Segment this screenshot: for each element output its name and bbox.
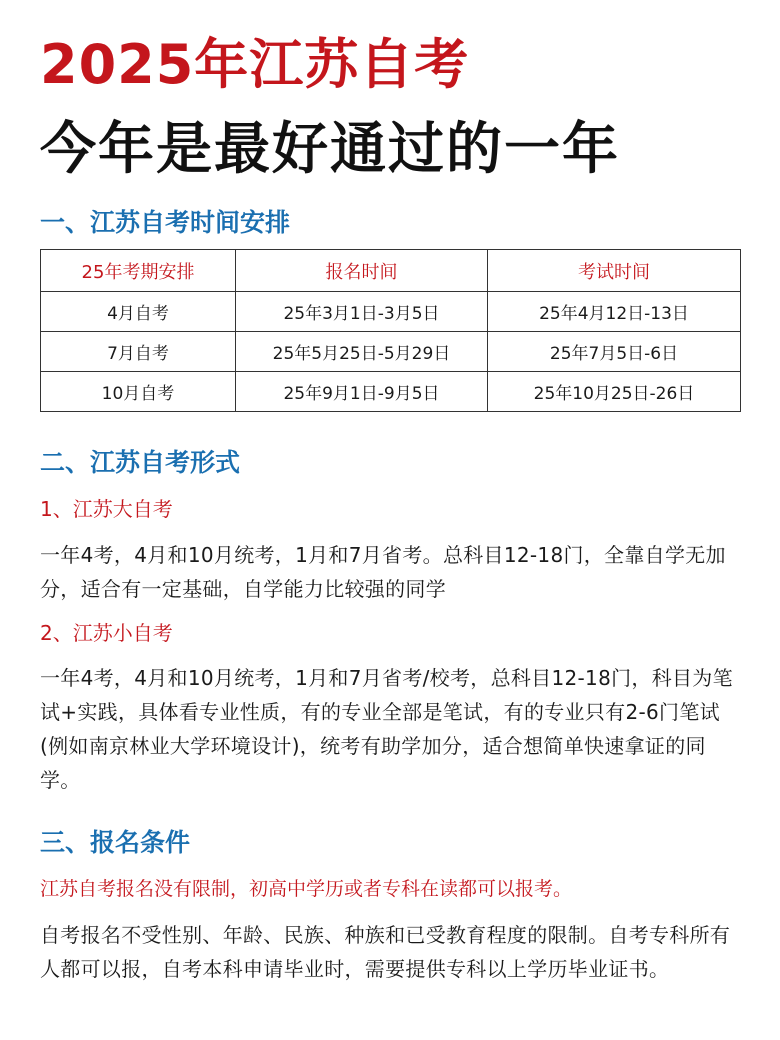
table-cell: 25年10月25日-26日 [488, 372, 741, 412]
section-title-schedule: 一、江苏自考时间安排 [40, 208, 291, 237]
subsection-title-big-exam: 1、江苏大自考 [40, 497, 173, 521]
table-cell: 4月自考 [41, 292, 236, 332]
paragraph-small-exam: 一年4考，4月和10月统考，1月和7月省考/校考，总科目12-18门，科目为笔试+实践，具体看专业性质，有的专业全部是笔试，有的专业只有2-6门笔试(例如南京林业大学环境设计)，统考有助学加分，适合想简单快速拿证的同学。 [40, 666, 733, 792]
table-cell: 25年5月25日-5月29日 [236, 332, 488, 372]
table-row [41, 332, 741, 372]
table-cell: 25年7月5日-6日 [488, 332, 741, 372]
table-cell: 7月自考 [41, 332, 236, 372]
table-header-cell: 考试时间 [488, 250, 741, 292]
table-cell: 25年4月12日-13日 [488, 292, 741, 332]
requirements-highlight: 江苏自考报名没有限制，初高中学历或者专科在读都可以报考。 [40, 878, 573, 900]
section-title-forms: 二、江苏自考形式 [40, 448, 241, 477]
schedule-table [40, 249, 741, 412]
main-subtitle: 今年是最好通过的一年 [40, 117, 620, 182]
table-row [41, 292, 741, 332]
subsection-title-small-exam: 2、江苏小自考 [40, 621, 173, 645]
main-title: 2025年江苏自考 [40, 33, 470, 96]
table-cell: 25年9月1日-9月5日 [236, 372, 488, 412]
table-row [41, 372, 741, 412]
table-header-cell: 25年考期安排 [41, 250, 236, 292]
table-cell: 25年3月1日-3月5日 [236, 292, 488, 332]
paragraph-big-exam: 一年4考，4月和10月统考，1月和7月省考。总科目12-18门，全靠自学无加分，适合有一定基础，自学能力比较强的同学 [40, 543, 726, 601]
table-cell: 10月自考 [41, 372, 236, 412]
section-title-requirements: 三、报名条件 [40, 828, 191, 857]
table-header-row [41, 250, 741, 292]
table-header-cell: 报名时间 [236, 250, 488, 292]
paragraph-requirements: 自考报名不受性别、年龄、民族、种族和已受教育程度的限制。自考专科所有人都可以报，自考本科申请毕业时，需要提供专科以上学历毕业证书。 [40, 923, 731, 981]
